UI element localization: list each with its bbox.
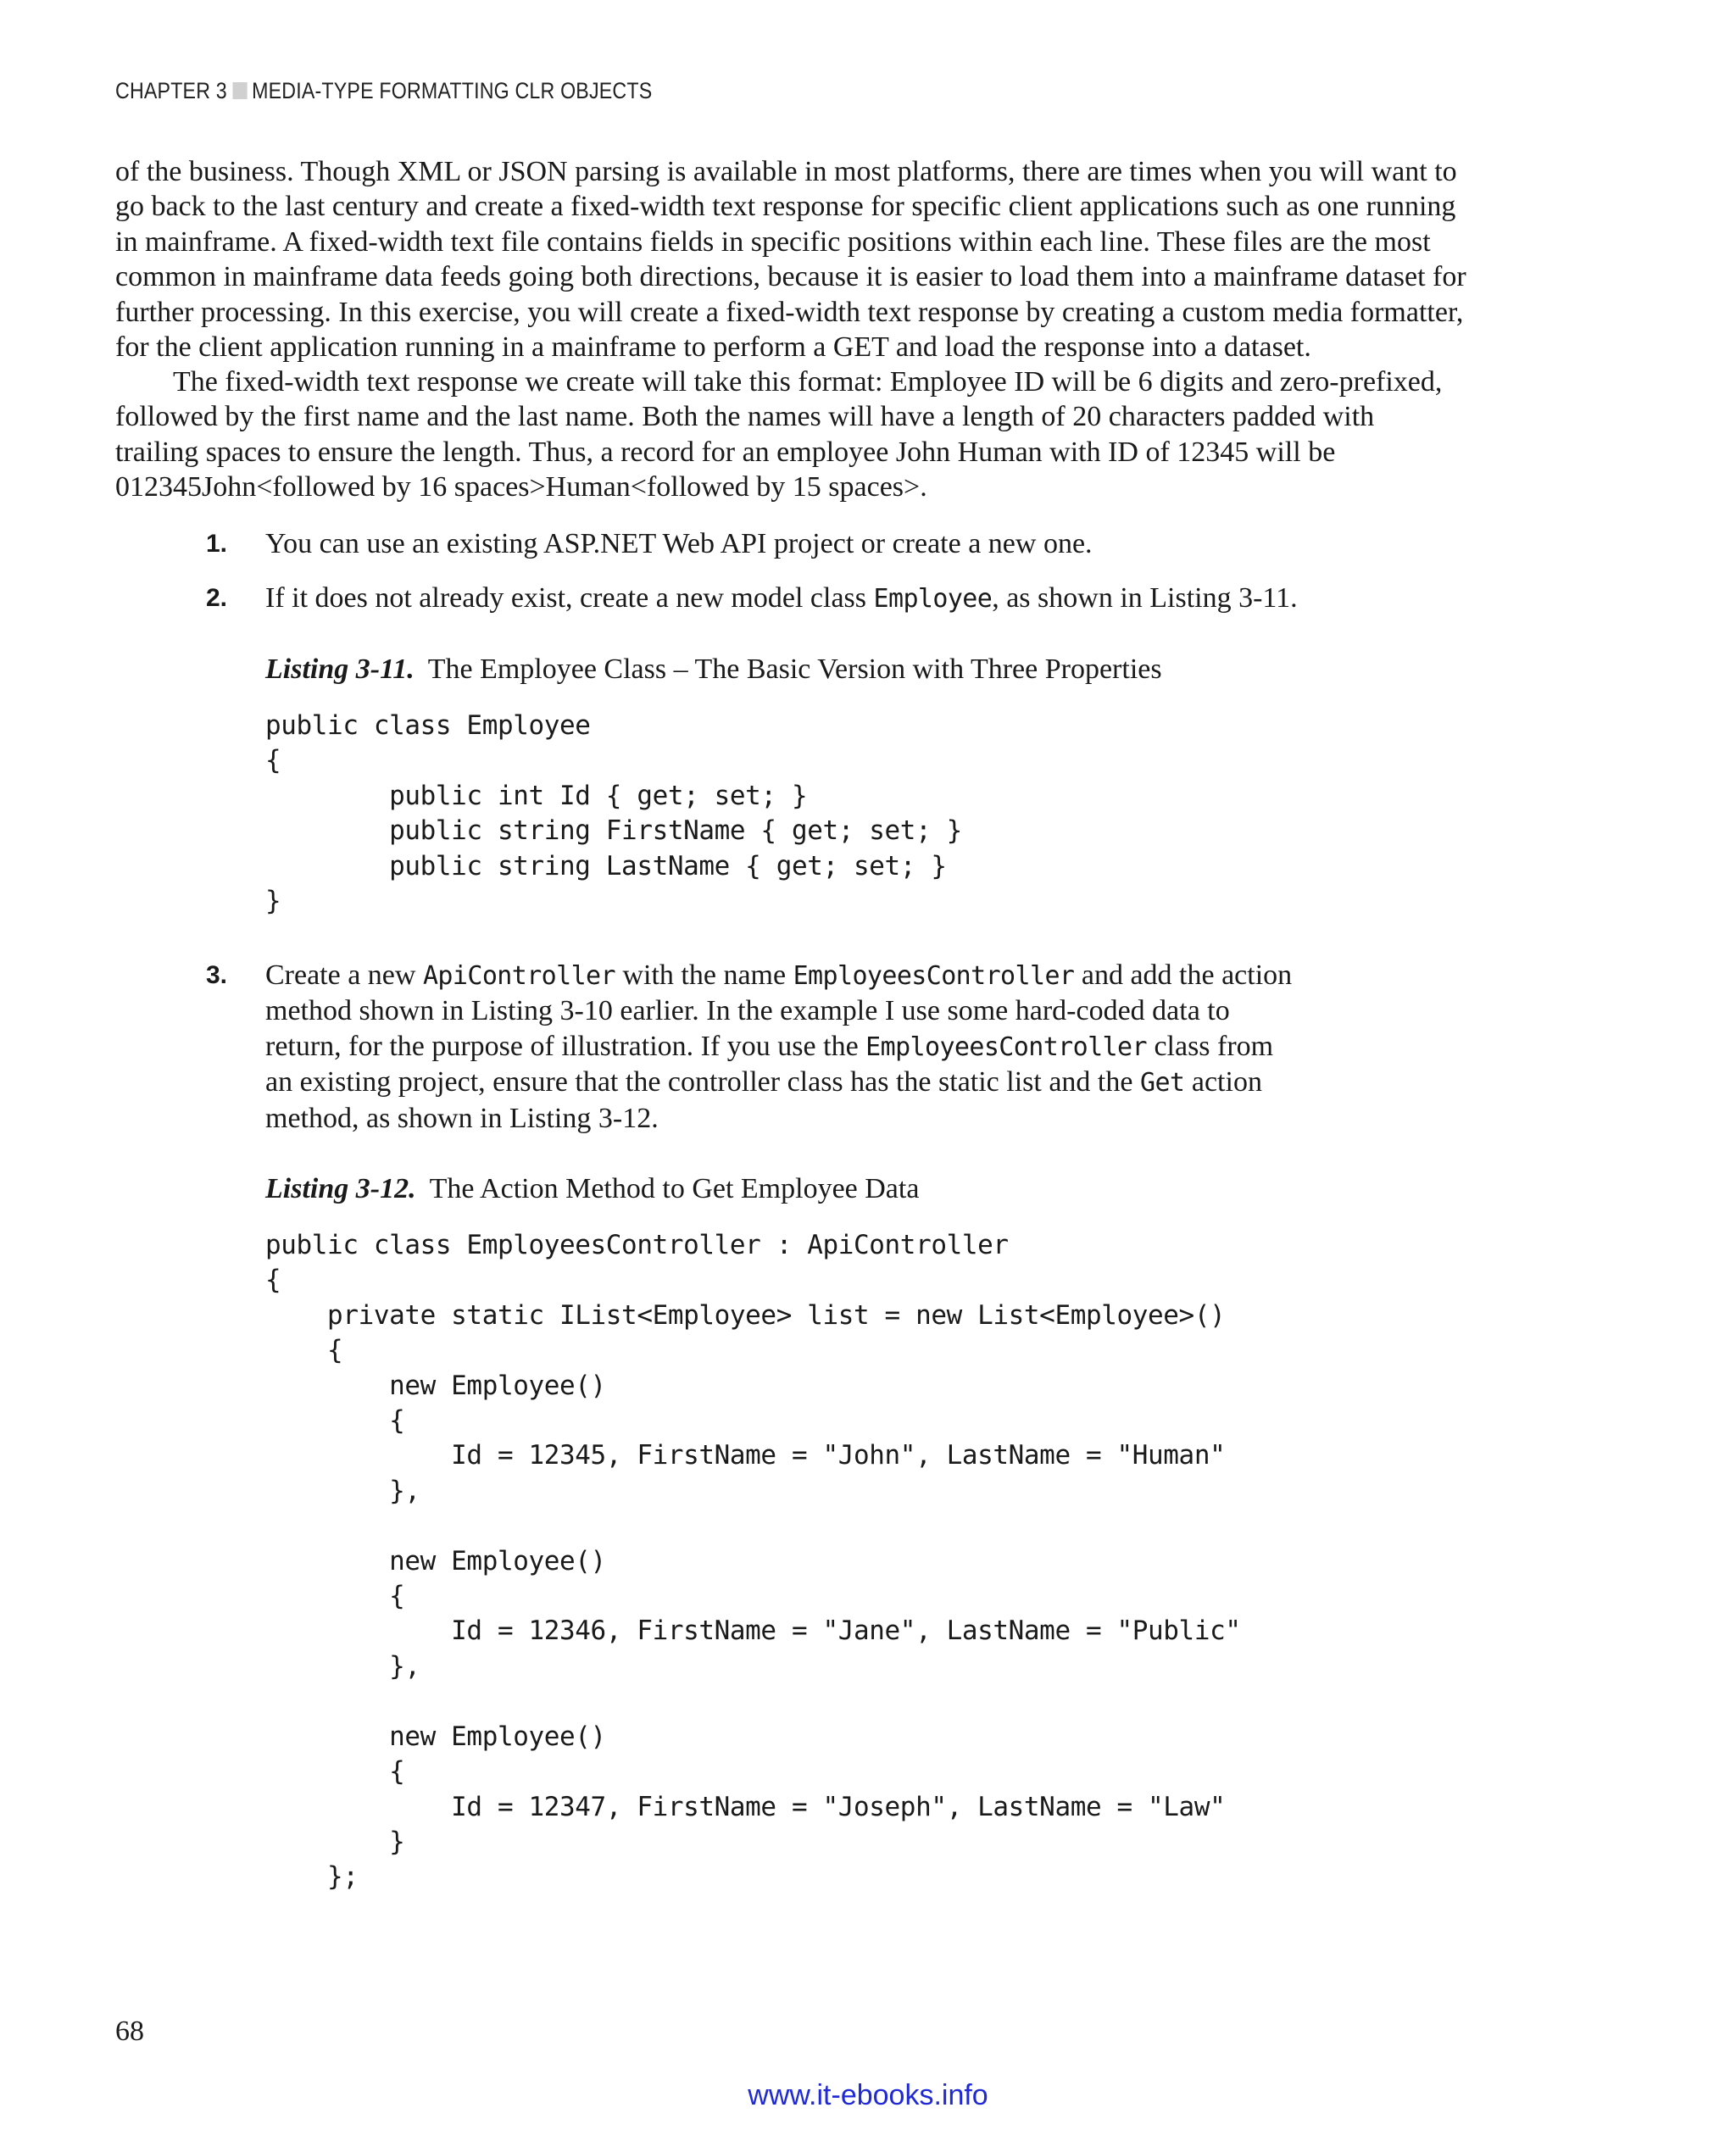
step-number: 3.	[206, 961, 228, 989]
inline-code: EmployeesController	[793, 961, 1075, 991]
step-number: 1.	[206, 530, 228, 558]
step-number: 2.	[206, 584, 228, 612]
listing-label: Listing 3-12.	[265, 1173, 416, 1204]
step-text: If it does not already exist, create a new model class Employee, as shown in Listing 3-11.	[265, 582, 1298, 614]
header-separator-square	[233, 82, 248, 99]
chapter-label: CHAPTER 3	[115, 78, 227, 103]
listing-3-11-caption	[265, 653, 1162, 686]
chapter-title: MEDIA-TYPE FORMATTING CLR OBJECTS	[252, 78, 653, 103]
footer-website-link[interactable]: www.it-ebooks.info	[748, 2079, 988, 2111]
inline-code: Employee	[873, 584, 993, 614]
inline-code: Get	[1139, 1068, 1185, 1098]
listing-3-12-caption	[265, 1173, 919, 1205]
listing-label: Listing 3-11.	[265, 653, 415, 685]
page-number: 68	[115, 2016, 144, 2047]
step-text: You can use an existing ASP.NET Web API project or create a new one.	[265, 528, 1093, 559]
inline-code: EmployeesController	[865, 1032, 1147, 1062]
intro-paragraph-2: The fixed-width text response we create will take this format: Employee ID will be 6 digits and zero-prefixed, followed by the first name and the last name. Both the names will have a length of 20 characters padded with trailing spaces to ensure the length. Thus, a record for an employee John Human with ID of 12345 will be 012345John<followed by 16 spaces>Human<followed by 15 spaces>.	[115, 366, 1443, 503]
listing-title: The Employee Class – The Basic Version with Three Properties	[427, 653, 1162, 685]
inline-code: ApiController	[422, 961, 615, 991]
listing-3-12-code: public class EmployeesController : ApiController { private static IList<Employee> list = new List<Employee>() { new Employee() { Id = 12345, FirstName = "John", LastName = "Human" }, new Employee() { Id = 12346, FirstName = "Jane", LastName = "Public" }, new Employee() { Id = 12347, FirstName = "Joseph", LastName = "Law" } };	[265, 1230, 1241, 1893]
intro-paragraph-1: of the business. Though XML or JSON parsing is available in most platforms, there are times when you will want to go back to the last century and create a fixed-width text response for specific client applications such as one running in mainframe. A fixed-width text file contains fields in specific positions within each line. These files are the most common in mainframe data feeds going both directions, because it is easier to load them into a mainframe dataset for further processing. In this exercise, you will create a fixed-width text response by creating a custom media formatter, for the client application running in a mainframe to perform a GET and load the response into a dataset.	[115, 156, 1466, 364]
running-header	[115, 78, 652, 104]
listing-3-11-code: public class Employee { public int Id { get; set; } public string FirstName { get; set; } public string LastName { get; set; } }	[265, 710, 962, 917]
step-text: Create a new ApiController with the name EmployeesController and add the action method shown in Listing 3-10 earlier. In the example I use some hard-coded data to return, for the purpose of illustration. If you use the EmployeesController class from an existing project, ensure that the controller class has the static list and the Get action method, as shown in Listing 3-12.	[265, 959, 1293, 1134]
listing-title: The Action Method to Get Employee Data	[429, 1173, 920, 1204]
